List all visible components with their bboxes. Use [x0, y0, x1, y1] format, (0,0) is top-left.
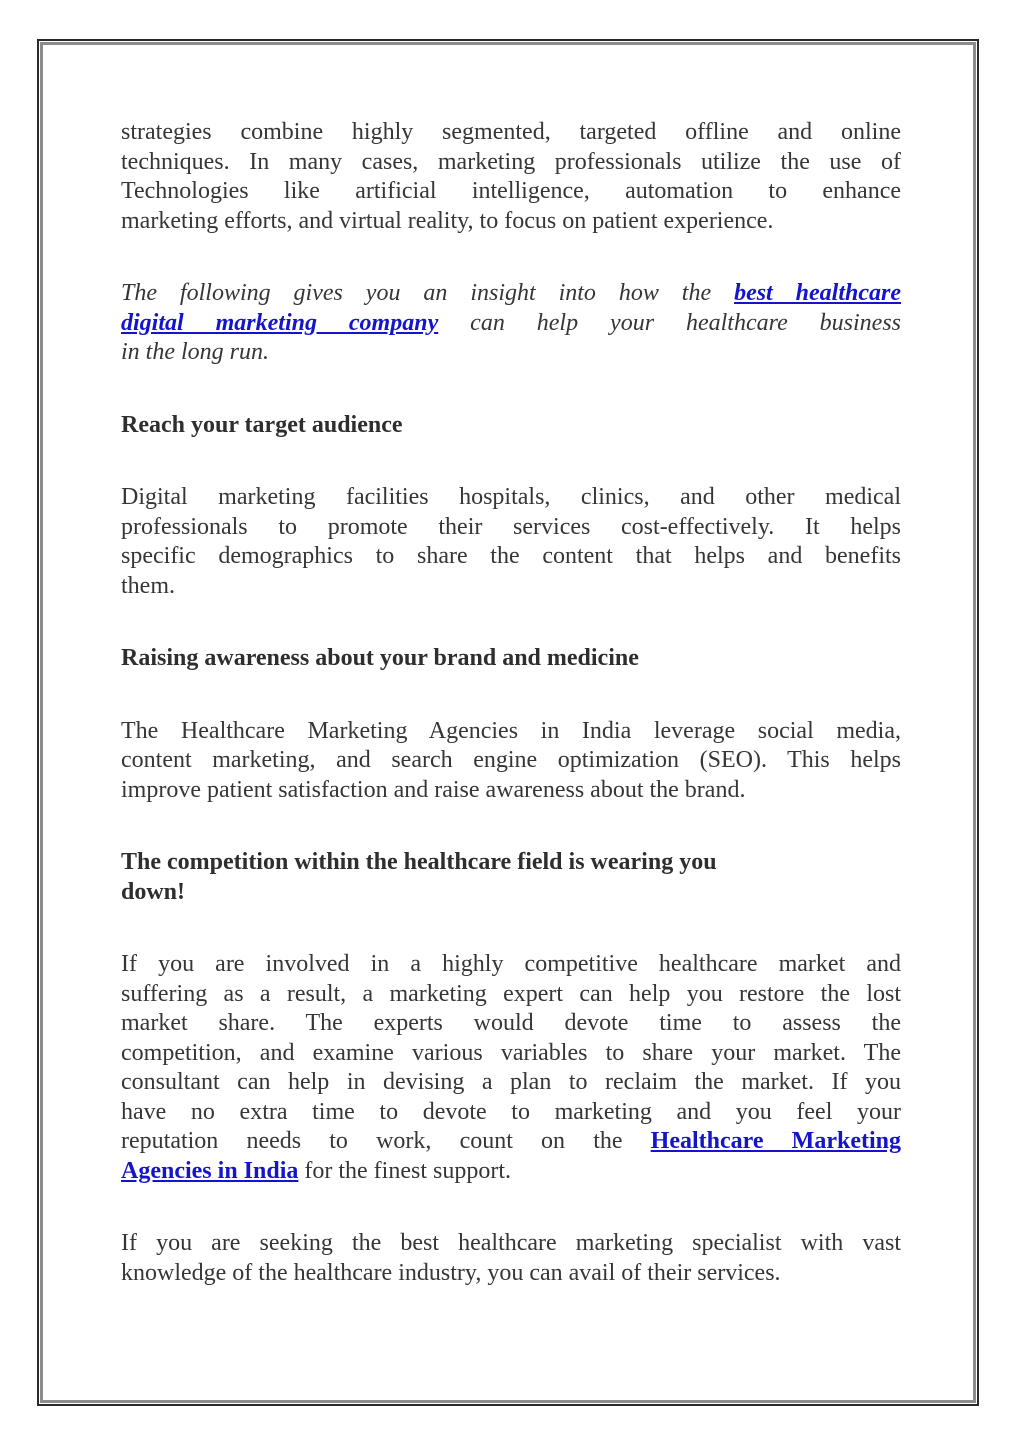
link-best-healthcare-digital-marketing-company[interactable]: digital marketing company: [121, 309, 439, 336]
text-line: Technologies like artificial intelligence, automation to enhance: [121, 178, 901, 204]
text-line: If you are involved in a highly competitive healthcare market and: [121, 951, 901, 977]
paragraph-strategies: [121, 118, 901, 236]
heading-line: Raising awareness about your brand and medicine: [121, 645, 639, 671]
text-run: can help your healthcare business: [438, 309, 901, 336]
text-line: techniques. In many cases, marketing professionals utilize the use of: [121, 148, 901, 175]
text-run: for the finest support.: [298, 1157, 511, 1184]
text-line: suffering as a result, a marketing expert can help you restore the lost: [121, 980, 901, 1007]
text-run: The following gives you an insight into how the: [121, 280, 735, 306]
text-line: strategies combine highly segmented, targeted offline and online: [121, 119, 901, 145]
text-line: [121, 1157, 901, 1187]
paragraph-seeking-specialist: [121, 1229, 901, 1288]
text-line: have no extra time to devote to marketing and you feel your: [121, 1098, 901, 1125]
heading-reach-your-target-audience: [121, 411, 901, 441]
heading-line: The competition within the healthcare field is wearing you: [121, 849, 717, 875]
text-line: The Healthcare Marketing Agencies in India leverage social media,: [121, 717, 901, 744]
text-run: in the long run.: [121, 339, 269, 365]
paragraph-digital-marketing-facilities: [121, 483, 901, 601]
text-line: If you are seeking the best healthcare marketing specialist with vast: [121, 1230, 901, 1256]
paragraph-agencies-leverage: [121, 717, 901, 806]
text-line: [121, 1127, 901, 1157]
document-content: [43, 45, 973, 1288]
paragraph-competitive-market: [121, 950, 901, 1186]
paragraph-insight: [121, 279, 901, 368]
heading-line: down!: [121, 878, 186, 905]
text-line: them.: [121, 572, 175, 599]
text-line: [121, 338, 901, 368]
text-line: knowledge of the healthcare industry, you can avail of their services.: [121, 1259, 781, 1286]
link-healthcare-marketing-agencies-in-india[interactable]: Agencies in India: [121, 1157, 299, 1184]
text-line: marketing efforts, and virtual reality, to focus on patient experience.: [121, 207, 774, 234]
text-line: market share. The experts would devote time to assess the: [121, 1010, 901, 1036]
page-border-outer: [37, 39, 979, 1406]
text-line: consultant can help in devising a plan to reclaim the market. If you: [121, 1069, 901, 1095]
page-border-inner: [40, 42, 976, 1403]
heading-line: Reach your target audience: [121, 411, 403, 438]
text-line: improve patient satisfaction and raise awareness about the brand.: [121, 776, 746, 803]
link-healthcare-marketing-agencies-in-india[interactable]: Healthcare Marketing: [650, 1128, 901, 1154]
text-line: [121, 279, 901, 309]
link-best-healthcare-digital-marketing-company[interactable]: best healthcare: [734, 280, 901, 306]
text-line: Digital marketing facilities hospitals, clinics, and other medical: [121, 484, 901, 510]
heading-competition-wearing-you-down: [121, 848, 901, 907]
heading-raising-awareness: [121, 644, 901, 674]
text-run: reputation needs to work, count on the: [121, 1128, 651, 1154]
text-line: [121, 309, 901, 339]
text-line: specific demographics to share the content that helps and benefits: [121, 543, 901, 569]
text-line: content marketing, and search engine optimization (SEO). This helps: [121, 747, 901, 773]
text-line: competition, and examine various variables to share your market. The: [121, 1039, 901, 1066]
text-line: professionals to promote their services cost-effectively. It helps: [121, 513, 901, 540]
